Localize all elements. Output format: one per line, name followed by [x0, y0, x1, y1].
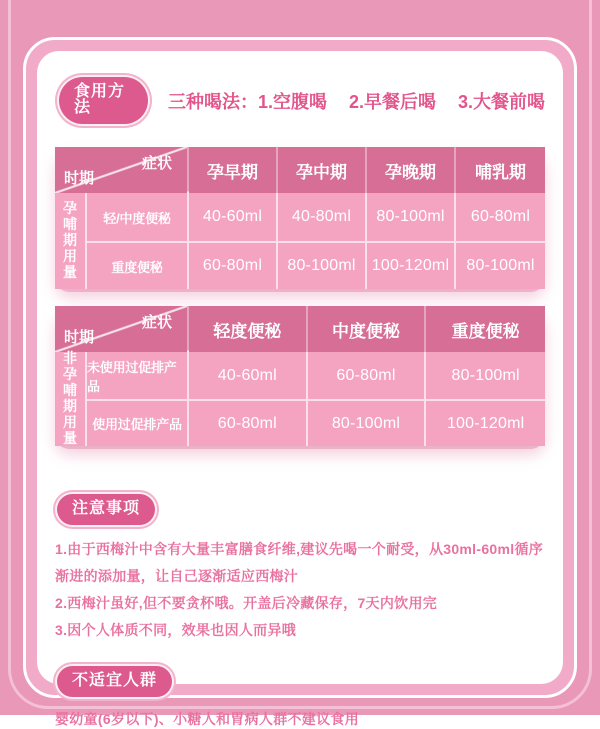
row-label-cell: 重度便秘 — [87, 241, 189, 289]
side-header-char: 非 — [63, 350, 77, 367]
dosage-table-non-pregnancy — [55, 306, 545, 446]
card-outer-border — [23, 37, 577, 727]
side-header-char: 期 — [63, 398, 77, 414]
row-label-cell: 轻/中度便秘 — [87, 193, 189, 241]
note-item: 1.由于西梅汁中含有大量丰富膳食纤维,建议先喝一个耐受，从30ml-60ml循序渐进的添加量，让自己逐渐适应西梅汁 — [55, 541, 544, 584]
usage-instruction — [168, 88, 545, 114]
value-cell: 80-100ml — [367, 193, 456, 241]
side-header-char: 孕 — [63, 200, 77, 217]
value-cell: 60-80ml — [308, 352, 427, 399]
column-header-cell: 哺乳期 — [456, 147, 545, 193]
column-header-cell: 孕早期 — [189, 147, 278, 193]
unsuitable-section — [55, 664, 545, 699]
column-header-cell: 轻度便秘 — [189, 306, 308, 352]
side-header-cell — [55, 352, 87, 446]
usage-section — [57, 75, 545, 126]
row-label-cell: 未使用过促排产品 — [87, 352, 189, 399]
value-cell: 80-100ml — [308, 399, 427, 446]
value-cell: 60-80ml — [189, 241, 278, 289]
usage-instruction-prefix: 三种喝法： — [167, 91, 258, 112]
side-header-char: 哺 — [63, 216, 77, 233]
table-corner-cell — [55, 306, 189, 352]
value-cell: 40-60ml — [189, 352, 308, 399]
notes-section — [55, 492, 545, 527]
unsuitable-badge: 不适宜人群 — [55, 664, 174, 699]
value-cell: 40-60ml — [189, 193, 278, 241]
table-corner-cell — [55, 147, 189, 193]
column-header-cell: 中度便秘 — [308, 306, 427, 352]
note-item: 3.因个人体质不同，效果也因人而异哦 — [55, 622, 297, 638]
corner-label-symptom: 症状 — [141, 155, 172, 172]
side-header-char: 用 — [63, 247, 77, 264]
column-header-cell: 孕中期 — [278, 147, 367, 193]
value-cell: 100-120ml — [367, 241, 456, 289]
value-cell: 80-100ml — [426, 352, 545, 399]
dosage-table-pregnancy — [55, 147, 545, 289]
usage-method-2: 2.早餐后喝 — [348, 91, 436, 112]
side-header-char: 用 — [63, 413, 77, 430]
side-header-char: 量 — [63, 263, 77, 280]
value-cell: 80-100ml — [456, 241, 545, 289]
row-label-cell: 使用过促排产品 — [87, 399, 189, 446]
side-header-char: 孕 — [63, 366, 77, 383]
usage-method-3: 3.大餐前喝 — [457, 91, 545, 112]
value-cell: 40-80ml — [278, 193, 367, 241]
side-header-char: 哺 — [63, 382, 77, 399]
corner-label-period: 时期 — [64, 170, 95, 187]
notes-list — [55, 536, 545, 644]
side-header-char: 量 — [63, 429, 77, 446]
side-header-cell — [55, 193, 87, 289]
value-cell: 60-80ml — [456, 193, 545, 241]
corner-label-symptom: 症状 — [141, 314, 172, 331]
notes-badge: 注意事项 — [55, 492, 157, 527]
side-header-char: 期 — [63, 232, 77, 249]
usage-badge: 食用方法 — [57, 75, 150, 126]
column-header-cell: 重度便秘 — [426, 306, 545, 352]
value-cell: 60-80ml — [189, 399, 308, 446]
column-header-cell: 孕晚期 — [367, 147, 456, 193]
note-item: 2.西梅汁虽好,但不要贪杯哦。开盖后冷藏保存，7天内饮用完 — [55, 595, 438, 611]
value-cell: 80-100ml — [278, 241, 367, 289]
corner-label-period: 时期 — [64, 329, 95, 346]
usage-method-1: 1.空腹喝 — [257, 91, 327, 112]
unsuitable-text: 婴幼童(6岁以下)、小糖人和胃病人群不建议食用 — [55, 711, 360, 727]
value-cell: 100-120ml — [426, 399, 545, 446]
content-card — [37, 51, 563, 727]
